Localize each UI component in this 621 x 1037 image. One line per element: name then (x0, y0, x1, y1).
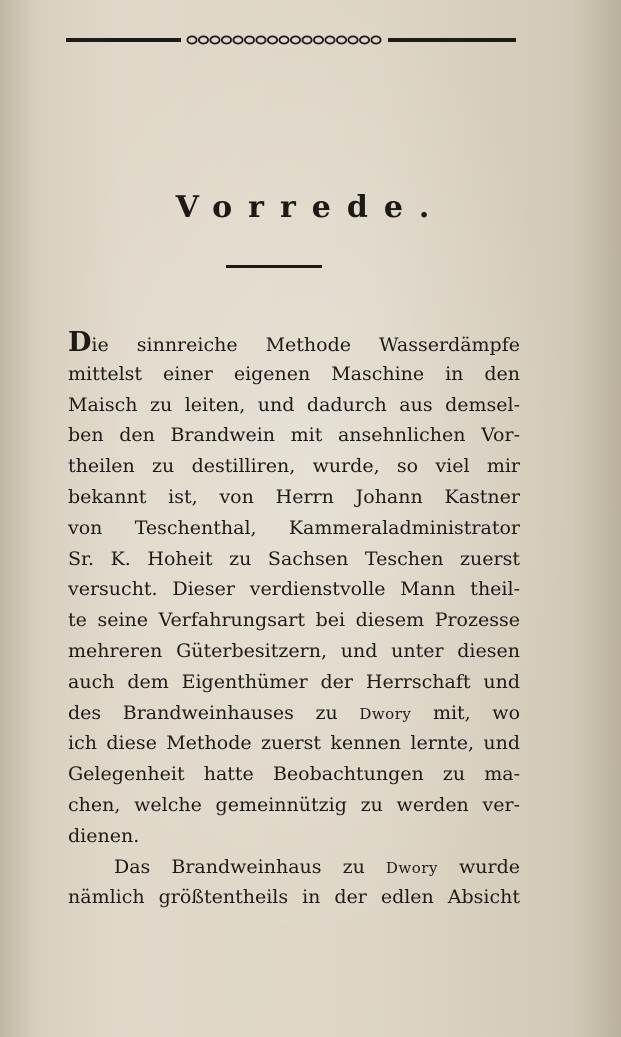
text-line: des Brandweinhauses zu Dwory mit, wo (68, 701, 521, 724)
text-line: ben den Brandwein mit ansehnlichen Vor- (68, 424, 520, 447)
ornamental-rule (66, 33, 516, 47)
text-line: von Teschenthal, Kammeraladministrator (68, 516, 520, 539)
text-line: dienen. (68, 824, 140, 847)
text-line: chen, welche gemeinnützig zu werden ver- (68, 793, 520, 816)
text-line: Die sinnreiche Methode Wasserdämpfe (68, 327, 520, 358)
text-line: te seine Verfahrungsart bei diesem Prozesse (68, 609, 520, 632)
text-line: ich diese Methode zuerst kennen lernte, und (68, 732, 520, 755)
place-name: Dwory (359, 704, 412, 723)
text-line: mittelst einer eigenen Maschine in den (68, 362, 520, 385)
text-line: theilen zu destilliren, wurde, so viel mir (68, 455, 520, 478)
text-line: Sr. K. Hoheit zu Sachsen Teschen zuerst (68, 547, 520, 570)
drop-cap: D (68, 327, 92, 358)
title-underline (226, 265, 322, 268)
text-line: versucht. Dieser verdienstvolle Mann theil- (68, 578, 520, 601)
place-name: Dwory (385, 858, 438, 877)
page-title: Vorrede. (175, 190, 446, 225)
text-line: nämlich größtentheils in der edlen Absicht (68, 886, 520, 909)
text-line: Gelegenheit hatte Beobachtungen zu ma- (68, 763, 520, 786)
text-line: mehreren Güterbesitzern, und unter diesen (68, 639, 520, 662)
text-line: Maisch zu leiten, und dadurch aus demsel- (68, 393, 520, 416)
body-text (68, 328, 520, 913)
text-line: bekannt ist, von Herrn Johann Kastner (68, 485, 520, 508)
text-line: Das Brandweinhaus zu Dwory wurde (114, 855, 520, 878)
text-line: auch dem Eigenthümer der Herrschaft und (68, 670, 520, 693)
